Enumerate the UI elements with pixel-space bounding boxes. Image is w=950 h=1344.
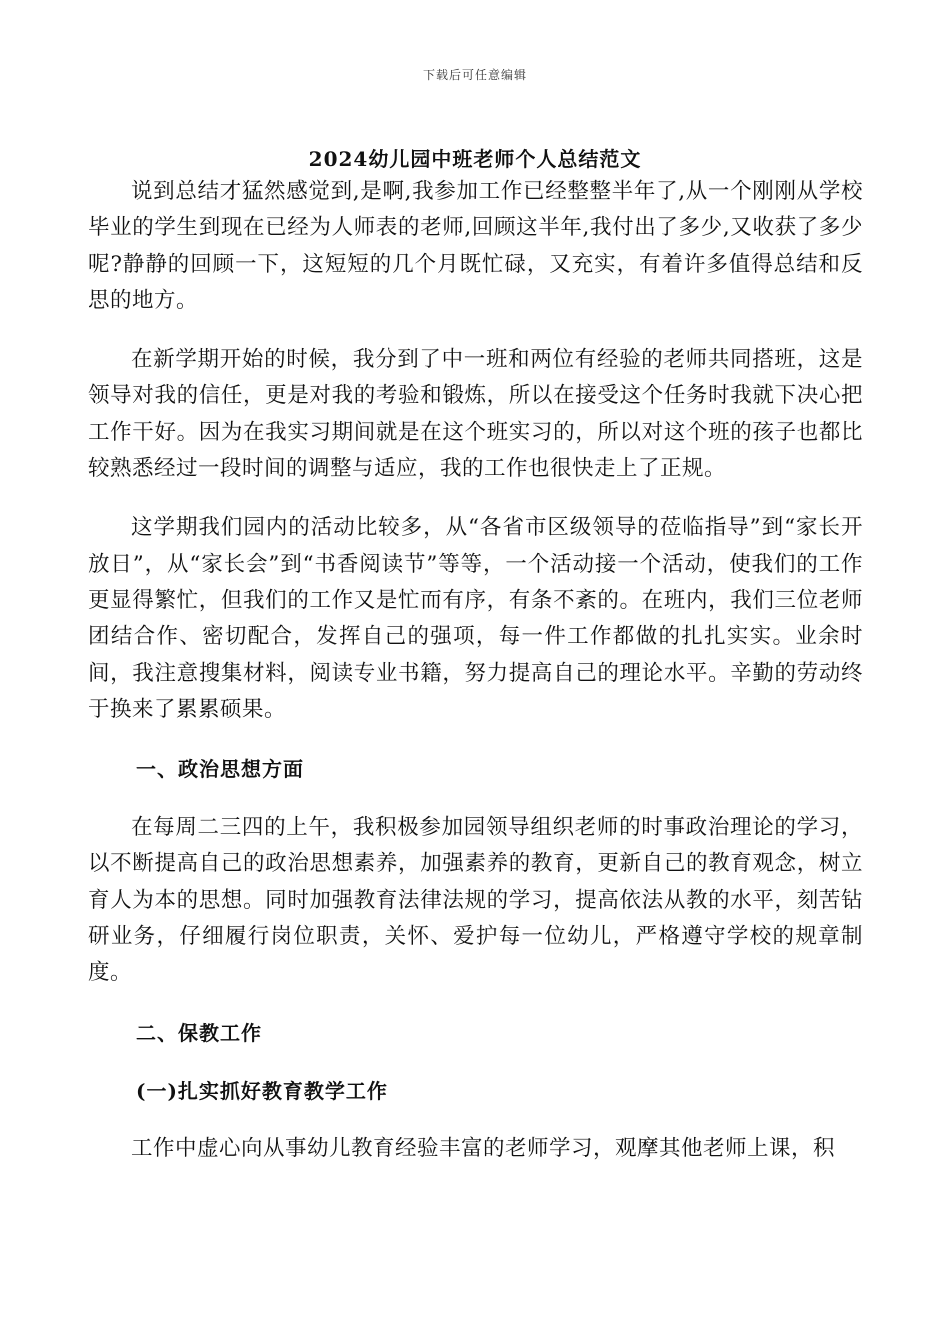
paragraph-teaching: 工作中虚心向从事幼儿教育经验丰富的老师学习，观摩其他老师上课，积 — [131, 1135, 836, 1161]
section-heading-education: 二、保教工作 — [136, 1020, 262, 1045]
header-note: 下载后可任意编辑 — [422, 68, 527, 82]
paragraph-activities: 这学期我们园内的活动比较多，从“各省市区级领导的莅临指导”到“家长开放日”，从“家长会”到“书香阅读节”等等，一个活动接一个活动，使我们的工作更显得繁忙，但我们的工作又是忙而有序，有条不紊的。在班内，我们三位老师团结合作、密切配合，发挥自己的强项，每一件工作都做的扎扎实实。业余时间，我注意搜集材料，阅读专业书籍，努力提高自己的理论水平。辛勤的劳动终于换来了累累硕果。 — [88, 515, 863, 722]
document-title: 2024幼儿园中班老师个人总结范文 — [308, 147, 642, 171]
paragraph-new-semester: 在新学期开始的时候，我分到了中一班和两位有经验的老师共同搭班，这是领导对我的信任，更是对我的考验和锻炼，所以在接受这个任务时我就下决心把工作干好。因为在我实习期间就是在这个班实习的，所以对这个班的孩子也都比较熟悉经过一段时间的调整与适应，我的工作也很快走上了正规。 — [88, 347, 863, 482]
paragraph-intro: 说到总结才猛然感觉到,是啊,我参加工作已经整整半年了,从一个刚刚从学校毕业的学生到现在已经为人师表的老师,回顾这半年,我付出了多少,又收获了多少呢?静静的回顾一下，这短短的几个月既忙碌，又充实，有着许多值得总结和反思的地方。 — [88, 179, 863, 313]
paragraph-politics: 在每周二三四的上午，我积极参加园领导组织老师的时事政治理论的学习，以不断提高自己的政治思想素养，加强素养的教育，更新自己的教育观念，树立育人为本的思想。同时加强教育法律法规的学习，提高依法从教的水平，刻苦钻研业务，仔细履行岗位职责，关怀、爱护每一位幼儿，严格遵守学校的规章制度。 — [88, 815, 863, 986]
document-body — [88, 174, 863, 1167]
section-heading-politics: 一、政治思想方面 — [136, 757, 304, 782]
subsection-heading-teaching: (一)扎实抓好教育教学工作 — [136, 1078, 388, 1103]
